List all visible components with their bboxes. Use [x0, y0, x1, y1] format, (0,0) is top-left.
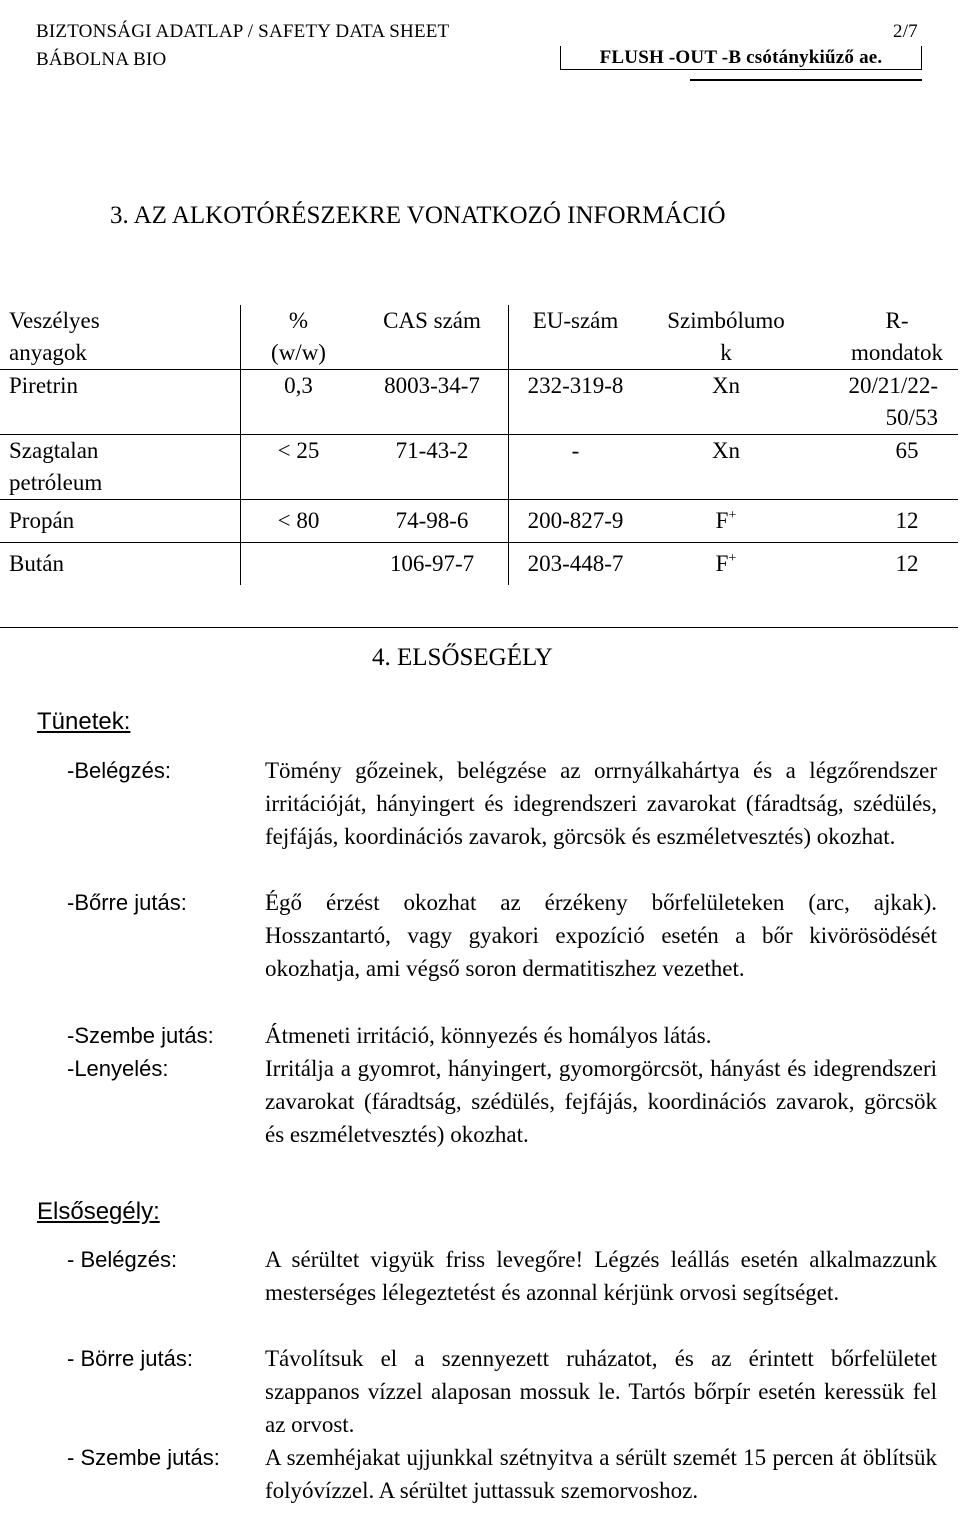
firstaid-text: A szemhéjakat ujjunkkal szétnyitva a sérült szemét 15 percen át öblítsük folyóvízzel. A sérültet juttassuk szemorvoshoz.: [265, 1445, 937, 1503]
symptom-text: Tömény gőzeinek, belégzése az orrnyálkahártya és a légzőrendszer irritációját, hányingert és idegrendszeri zavarokat (fáradtság, szédülés, fejfájás, koordinációs zavarok, görcsök és eszméletvesztés) okozhat.: [265, 758, 937, 849]
section4-title: 4. ELSŐSEGÉLY: [372, 644, 553, 671]
symptom-text: Égő érzést okozhat az érzékeny bőrfelületeken (arc, ajkak). Hosszantartó, vagy gyakori expozíció esetén a bőr kivörösödését okozhatja, ami végső soron dermatitiszhez vezethet.: [265, 890, 937, 981]
table-row: Bután 106-97-7 203-448-7 F+ 12: [0, 543, 958, 586]
symptom-label: -Szembe jutás:: [67, 1023, 214, 1048]
header-r-phrases: R- mondatok: [851, 308, 943, 365]
firstaid-heading: Elsősegély:: [37, 1198, 160, 1225]
header-symbol: Szimbólumo k: [667, 308, 785, 365]
header-cas: CAS szám: [383, 308, 481, 333]
symptom-label: -Bőrre jutás:: [67, 890, 187, 915]
firstaid-label: - Belégzés:: [67, 1247, 178, 1272]
table-row: Propán < 80 74-98-6 200-827-9 F+ 12: [0, 500, 958, 543]
components-table: [0, 305, 958, 585]
firstaid-text: Távolítsuk el a szennyezett ruházatot, és az érintett bőrfelületet szappanos vízzel alaposan mossuk le. Tartós bőrpír esetén keressük fel az orvost.: [265, 1346, 937, 1437]
symptom-label: -Belégzés:: [67, 758, 171, 783]
section3-title: 3. AZ ALKOTÓRÉSZEKRE VONATKOZÓ INFORMÁCIÓ: [110, 202, 726, 229]
page-number: 2/7: [893, 21, 918, 42]
header-title: BIZTONSÁGI ADATLAP / SAFETY DATA SHEET: [36, 21, 450, 42]
header-rule: [690, 79, 922, 81]
table-row: Piretrin 0,3 8003-34-7 232-319-8 Xn 20/21/22- 50/53: [0, 370, 958, 435]
product-name: FLUSH -OUT -B csótánykiűző ae.: [560, 46, 922, 70]
firstaid-label: - Börre jutás:: [67, 1346, 193, 1371]
symptoms-heading: Tünetek:: [37, 708, 131, 735]
symptom-label: -Lenyelés:: [67, 1056, 169, 1081]
table-header-row: [0, 305, 958, 370]
table-bottom-rule: [0, 627, 958, 628]
header-percent: % (w/w): [241, 305, 357, 370]
symptom-text: Átmeneti irritáció, könnyezés és homályos látás.: [265, 1023, 712, 1048]
firstaid-text: A sérültet vigyük friss levegőre! Légzés leállás esetén alkalmazzunk mesterséges lélegeztetést és azonnal kérjünk orvosi segítséget.: [265, 1247, 937, 1305]
table-row: Szagtalan petróleum < 25 71-43-2 - Xn 65: [0, 435, 958, 500]
symptom-text: Irritálja a gyomrot, hányingert, gyomorgörcsöt, hányást és idegrendszeri zavarokat (fáradtság, szédülés, fejfájás, koordinációs zavarok, görcsök és eszméletvesztés) okozhat.: [265, 1056, 937, 1147]
header-company: BÁBOLNA BIO: [36, 49, 167, 70]
header-eu: EU-szám: [509, 305, 643, 370]
header-hazardous: Veszélyes anyagok: [9, 308, 100, 365]
firstaid-label: - Szembe jutás:: [67, 1445, 220, 1470]
document-header: [36, 18, 449, 74]
